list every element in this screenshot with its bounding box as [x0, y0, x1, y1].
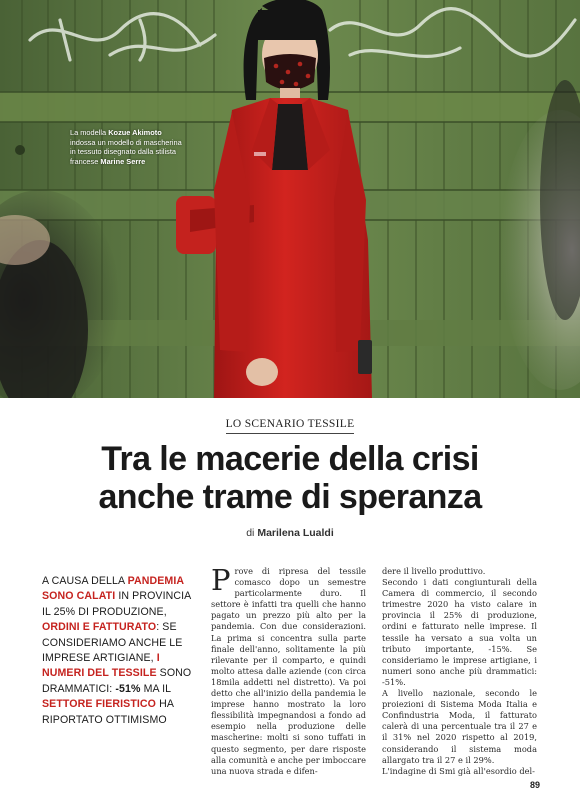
body-paragraph: rove di ripresa del tessile comasco dopo un semestre particolarmente duro. Il settore è infatti tra quelli che hanno pagato un prezzo più alto per la pandemia. Con due considerazioni. La prima si concentra sulla parte finale dell'anno, solitamente la più rilevante per il comparto, e quindi molto attesa dalle aziende (con circa 18mila addetti nel distretto). Va poi detto che all'inizio della pandemia le imprese hanno mostrato la loro flessibilità impegnandosi a fondo ad esempio nella produzione delle mascherine: molti si sono tuffati in questo segmento, per dare risposte alla comunità e anche per imboccare una nuova strada e difen- — [211, 566, 366, 776]
page-number: 89 — [529, 780, 540, 790]
photo-illustration — [0, 0, 580, 398]
pullquote-highlight: I NUMERI DEL TESSILE — [42, 652, 160, 680]
body-column-1 — [211, 563, 366, 777]
pullquote-text: HA RIPORTATO OTTIMISMO — [42, 698, 174, 726]
headline-line-1: Tra le macerie della crisi — [101, 440, 479, 478]
body-paragraph: A livello nazionale, secondo le proiezioni di Sistema Moda Italia e Confindustria Moda, il fatturato calerà di una percentuale tra il 27 e il 31% nel 2020 rispetto al 2019, considerando il sistema moda allargato tra il 27 e il 29%. — [382, 688, 537, 765]
pullquote-text: : SE CONSIDERIAMO ANCHE LE IMPRESE ARTIGIANE, — [42, 621, 183, 665]
body-column-2 — [382, 566, 537, 777]
caption-designer-name: Marine Serre — [100, 156, 146, 166]
body-paragraph: L'indagine di Smi già all'esordio del- — [382, 765, 535, 776]
headline — [0, 440, 580, 516]
pull-quote — [42, 574, 202, 728]
pullquote-text: IN PROVINCIA IL 25% DI PRODUZIONE, — [42, 590, 191, 618]
section-label-text: LO SCENARIO TESSILE — [226, 418, 355, 434]
caption-text: indossa un modello di mascherina in tessuto disegnato dalla stilista francese — [70, 137, 182, 166]
photo-caption — [70, 128, 182, 166]
caption-text: La modella — [70, 128, 109, 137]
hero-photo — [0, 0, 580, 398]
drop-cap: P — [211, 563, 231, 597]
byline — [0, 527, 580, 539]
headline-line-2: anche trame di speranza — [98, 478, 482, 516]
section-label — [0, 418, 580, 434]
caption-model-name: Kozue Akimoto — [108, 128, 162, 137]
byline-prefix: di — [246, 527, 255, 539]
body-paragraph: dere il livello produttivo. — [382, 566, 486, 576]
pullquote-text: A CAUSA DELLA — [42, 575, 128, 587]
body-paragraph: Secondo i dati congiunturali della Camera di commercio, il secondo trimestre 2020 ha visto calare in provincia il 25% di produzione, ordini e fatturato nelle imprese. Il tessile ha versato a sua volta un tributo importante, -15%. Se consideriamo le imprese artigiane, i numeri sono anche più drammatici: -51%. — [382, 577, 537, 687]
byline-author: Marilena Lualdi — [257, 527, 334, 539]
pullquote-highlight: ORDINI E FATTURATO — [42, 621, 157, 634]
pullquote-highlight: SETTORE FIERISTICO — [42, 698, 157, 711]
pullquote-highlight: PANDEMIA SONO CALATI — [42, 575, 184, 603]
pullquote-text: MA IL — [140, 682, 171, 695]
pullquote-text: SONO DRAMMATICI: — [42, 667, 192, 695]
pullquote-bold: -51% — [115, 682, 141, 695]
